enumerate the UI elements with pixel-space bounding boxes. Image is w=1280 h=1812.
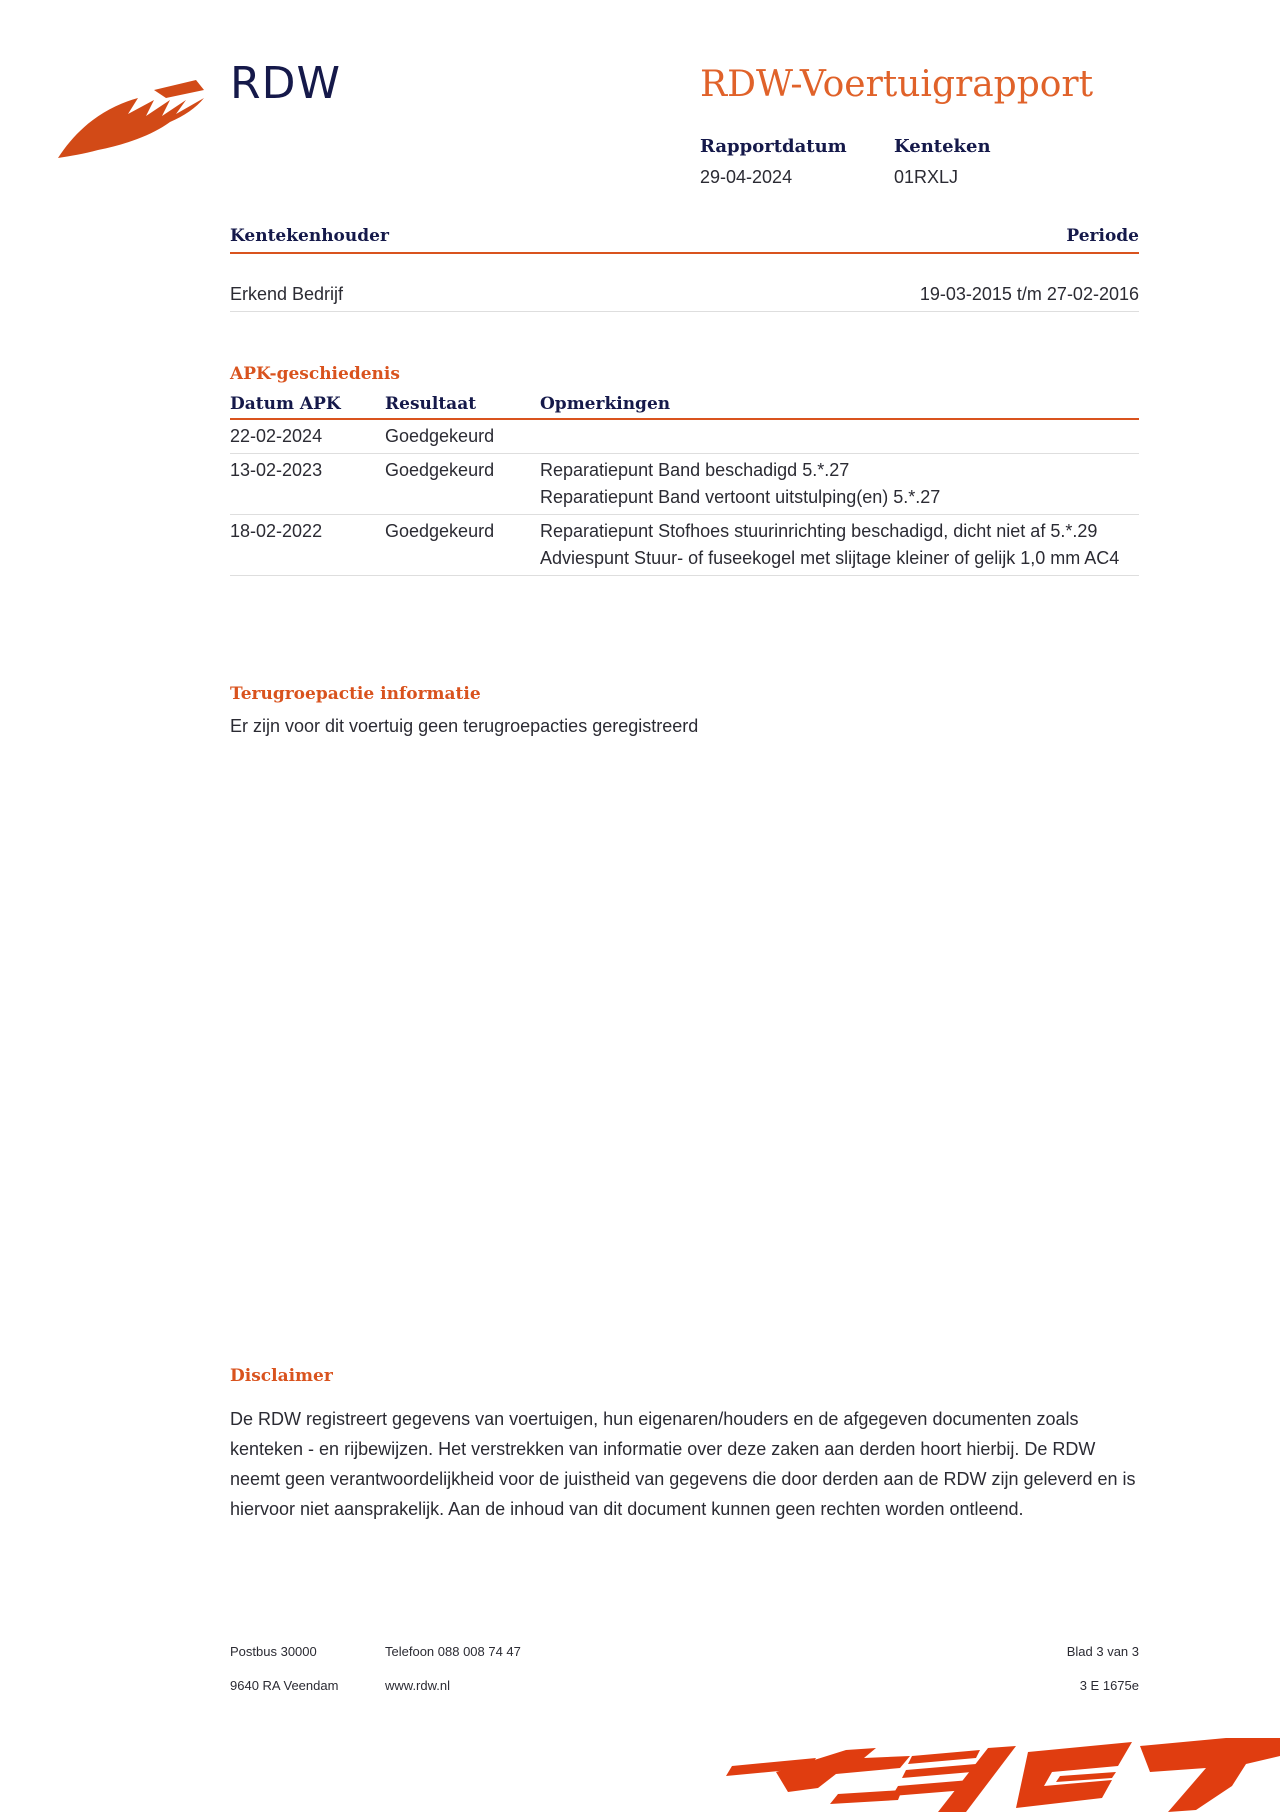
holder-value: Erkend Bedrijf	[230, 284, 344, 304]
footer-postbus: Postbus 30000	[230, 1644, 317, 1659]
table-row	[230, 515, 1139, 576]
period-value: 19-03-2015 t/m 27-02-2016	[919, 284, 1139, 304]
recall-section-title: Terugroepactie informatie	[230, 684, 481, 704]
footer-city: 9640 RA Veendam	[230, 1678, 339, 1693]
footer-document-code: 3 E 1675e	[1079, 1678, 1139, 1693]
apk-remark: Reparatiepunt Band vertoont uitstulping(en) 5.*.27	[540, 487, 941, 507]
rdw-logo-icon	[58, 78, 208, 162]
footer-phone: Telefoon 088 008 74 47	[385, 1644, 521, 1659]
brand-name: RDW	[230, 58, 341, 109]
apk-result: Goedgekeurd	[385, 419, 540, 454]
plate-value: 01RXLJ	[894, 167, 959, 187]
disclaimer-title: Disclaimer	[230, 1366, 333, 1386]
footer-page-number: Blad 3 van 3	[1066, 1644, 1139, 1659]
apk-section-title: APK-geschiedenis	[230, 364, 400, 384]
table-row	[230, 454, 1139, 515]
holder-label: Kentekenhouder	[230, 226, 389, 246]
apk-remarks	[540, 454, 1139, 515]
report-date-value: 29-04-2024	[700, 167, 793, 187]
report-date-block	[700, 136, 847, 188]
report-title: RDW-Voertuigrapport	[700, 64, 1094, 105]
apk-result: Goedgekeurd	[385, 454, 540, 515]
table-row	[230, 419, 1139, 454]
apk-result: Goedgekeurd	[385, 515, 540, 576]
report-date-label: Rapportdatum	[700, 136, 847, 157]
apk-date: 13-02-2023	[230, 454, 385, 515]
recall-text: Er zijn voor dit voertuig geen terugroepacties geregistreerd	[230, 716, 699, 736]
plate-block	[894, 136, 991, 188]
period-label: Periode	[1066, 226, 1139, 246]
holder-header	[230, 222, 1139, 254]
apk-remarks	[540, 515, 1139, 576]
column-header-remarks: Opmerkingen	[540, 392, 1139, 419]
disclaimer-text: De RDW registreert gegevens van voertuigen, hun eigenaren/houders en de afgegeven documenten zoals kenteken - en rijbewijzen. Het verstrekken van informatie over deze zaken aan derden hoort hierbij. De RDW neemt geen verantwoordelijkheid voor de juistheid van gegevens die door derden aan de RDW zijn geleverd en is hiervoor niet aansprakelijk. Aan de inhoud van dit document kunnen geen rechten worden ontleend.	[230, 1409, 1136, 1519]
rdw-stripes-icon	[726, 1738, 1280, 1812]
holder-row	[230, 280, 1139, 312]
column-header-result: Resultaat	[385, 392, 540, 419]
apk-remark: Reparatiepunt Band beschadigd 5.*.27	[540, 460, 850, 480]
plate-label: Kenteken	[894, 136, 991, 157]
apk-date: 18-02-2022	[230, 515, 385, 576]
apk-remarks	[540, 419, 1139, 454]
column-header-date: Datum APK	[230, 392, 385, 419]
apk-table	[230, 392, 1139, 576]
apk-remark: Adviespunt Stuur- of fuseekogel met slijtage kleiner of gelijk 1,0 mm AC4	[540, 548, 1120, 568]
footer-website: www.rdw.nl	[385, 1678, 451, 1693]
apk-remark: Reparatiepunt Stofhoes stuurinrichting beschadigd, dicht niet af 5.*.29	[540, 521, 1098, 541]
apk-date: 22-02-2024	[230, 419, 385, 454]
